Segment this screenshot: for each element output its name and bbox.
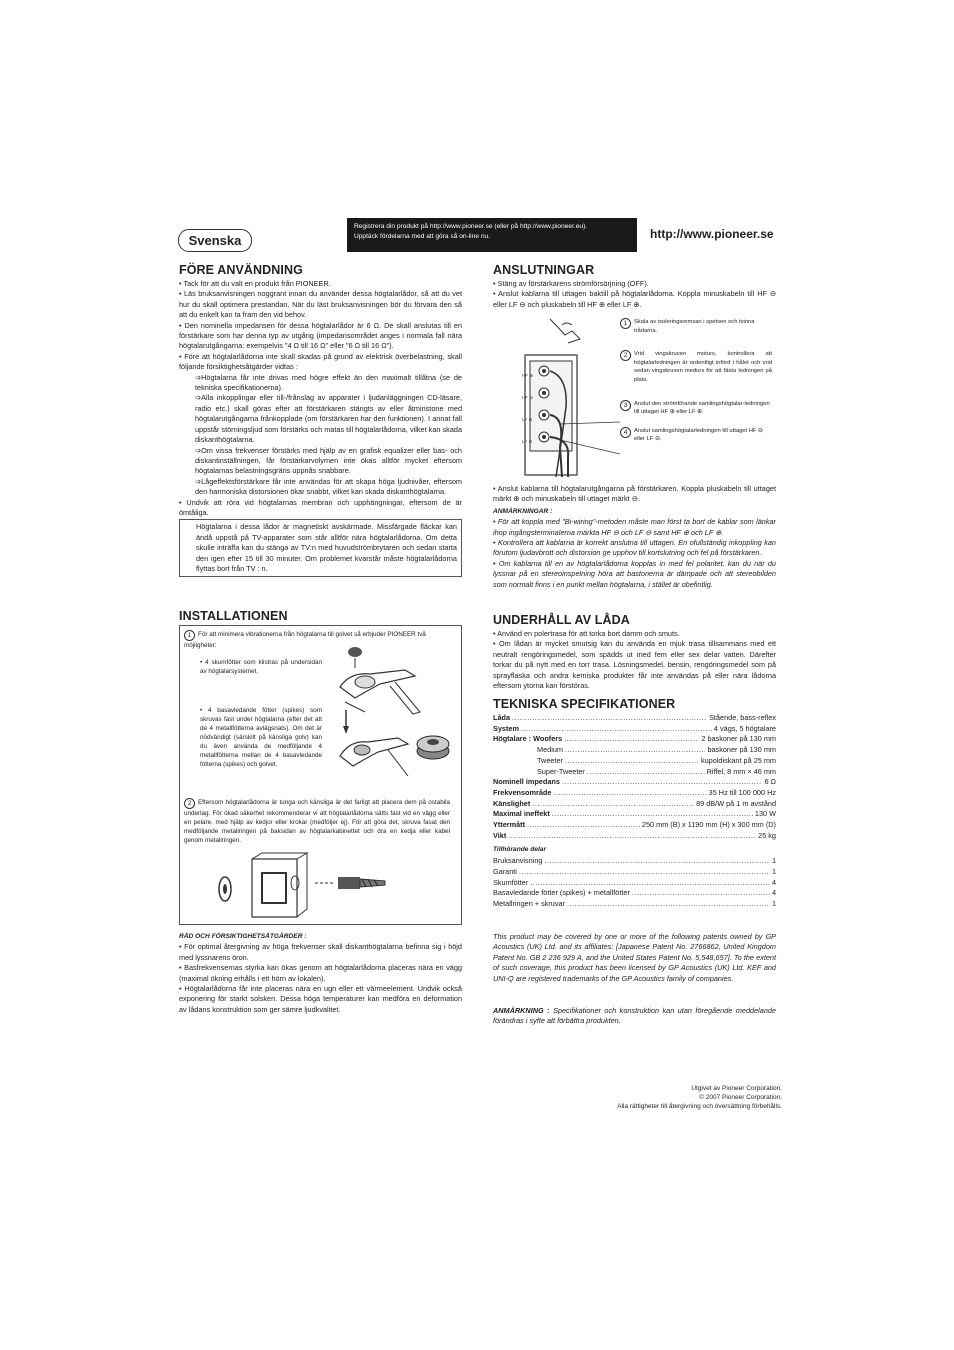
ansl-note-title: ANMÄRKNINGAR : xyxy=(493,507,553,515)
fore-s4: ➩Lågeffektsförstärkare får inte användas för att skapa höga ljudnivåer, eftersom den harmoniska distorsionen ökar snabbt, vilket kan skada diskanthögtalarna. xyxy=(195,476,462,497)
footer-line-1: Utgivet av Pioneer Corporation. xyxy=(691,1085,782,1092)
accessories-table xyxy=(493,845,776,909)
spec-row: Känslighet ..... 89 dB/W på 1 m avstånd xyxy=(493,799,776,810)
section-specs xyxy=(493,697,776,910)
installation-title: INSTALLATIONEN xyxy=(179,609,288,623)
underhall-p2: • Om lådan är mycket smutsig kan du använda en mjuk trasa tillsammans med ett neutralt rengöringsmedel, som spädds ut med fem eller sex delar vatten. Därefter torkar du på nytt med en torr trasa. Lösningsmedel, bensin, rengöringsmedel som på sprayflaska och andra kemiska produkter får inte användas på eller nära lådorna eftersom ytorna kan förstöras. xyxy=(493,639,776,691)
remark-text: Specifikationer och konstruktion kan utan föregående meddelande förändras i syfte att förbättra produkten. xyxy=(493,1006,776,1026)
spec-row: Frekvensområde ..... 35 Hz till 100 000 Hz xyxy=(493,788,776,799)
fore-p3: • Den nominella impedansen för dessa högtalarlådor är 6 Ω. De skall anslutas till en förstärkare som har denna typ av utgång (impedansområdet anges i normala fall nära högtalarutgångarna: exempelvis "4 Ω till 16 Ω" eller "6 Ω till 16 Ω"). xyxy=(179,320,462,351)
spec-row: Tweeter ..... kupoldiskant på 25 mm xyxy=(493,756,776,767)
spike-feet-illustration xyxy=(338,706,458,781)
pioneer-url[interactable]: http://www.pioneer.se xyxy=(650,227,774,241)
spec-row: Vikt ..... 25 kg xyxy=(493,831,776,842)
connection-steps: 1 Skala av isoleringsremsan i spetsen och tvinna trådarna. 2 Vrid vingskruven moturs, kontrollera att högtalarledningen är ordentligt införd i hålet och vrid sedan vingskruven medurs för att fästa ledningen på plats. 3 Anslut den strömförande samlingshögtalar-ledningen till uttaget HF ⊕ eller LF ⊕. 4 Anslut samlingshögtalarledningen till uttaget HF ⊖ eller LF ⊖. xyxy=(620,318,772,444)
advice-3: • Högtalarlådorna får inte placeras nära en ugn eller ett värmeelement. Undvik också exponering för starkt solsken. Dessa höga temperaturer kan medföra en deformation av lådans konstruktion som ger sämre ljudkvalitet. xyxy=(179,984,462,1014)
accessory-row: Skumfötter ..... 4 xyxy=(493,878,776,889)
spec-row: Yttermått ..... 250 mm (B) x 1190 mm (H) x 300 mm (D) xyxy=(493,820,776,831)
spec-row: Medium ..... baskoner på 130 mm xyxy=(493,745,776,756)
ansl-p3: • Anslut kablarna till högtalarutgångarna på förstärkaren. Koppla pluskabeln till uttaget märkt ⊕ och minuskabeln till uttaget märkt ⊖. xyxy=(493,484,776,504)
fore-s3: ➩Om vissa frekvenser förstärks med hjälp av en grafisk equalizer eller bas- och diskantinställningen, får förstärkarvolymen inte ökas alltför mycket eftersom högtalarnas belastningsgräns uppnås snabbare. xyxy=(195,445,462,476)
register-banner xyxy=(347,218,637,252)
section-fore xyxy=(179,263,462,577)
remark xyxy=(493,1006,776,1027)
advice-section xyxy=(179,932,462,1015)
conn-step-4: Anslut samlingshögtalarledningen till uttaget HF ⊖ eller LF ⊖. xyxy=(634,427,763,443)
accessories-title: Tillhörande delar xyxy=(493,846,547,854)
ansl-note-2: • Kontrollera att kablarna är korrekt anslutna till uttagen. En ofullständig inkoppling kan förutom ljudavbrott och distorsion ge upphov till kortslutning och fel på förstärkaren. xyxy=(493,538,776,558)
installation-box xyxy=(179,625,462,925)
terminal-label-3: LF ⊕ xyxy=(522,417,533,422)
anslutningar-title: ANSLUTNINGAR xyxy=(493,263,595,277)
step2-number: 2 xyxy=(184,798,195,809)
terminal-label-2: HF ⊖ xyxy=(522,395,534,400)
accessory-row: Metallringen + skruvar ..... 1 xyxy=(493,899,776,910)
section-anslutningar xyxy=(493,263,776,310)
underhall-p1: • Använd en polertrasa för att torka bort damm och smuts. xyxy=(493,629,680,638)
spec-row: Högtalare : Woofers ..... 2 baskoner på 130 mm xyxy=(493,734,776,745)
spec-row: Super-Tweeter ..... Riffel, 8 mm × 46 mm xyxy=(493,767,776,778)
underhall-title: UNDERHÅLL AV LÅDA xyxy=(493,613,630,627)
footer-line-2: © 2007 Pioneer Corporation. xyxy=(699,1094,782,1101)
remark-label: ANMÄRKNING : xyxy=(493,1006,550,1015)
conn-step-3: Anslut den strömförande samlingshögtalar-ledningen till uttaget HF ⊕ eller LF ⊕. xyxy=(634,400,770,416)
step1-text: För att minimera vibrationerna från högtalarna till golvet så erbjuder PIONEER två möjligheter: xyxy=(184,631,426,649)
opt1-text: • 4 skumfötter som klistras på undersidan av högtalarsystemet. xyxy=(200,659,322,675)
fore-p1: • Tack för att du valt en produkt från PIONEER. xyxy=(179,279,331,288)
ansl-note-3: • Om kablarna till en av högtalarlådorna kopplas in med fel polaritet, kan du när du lyssnar på en stereoinspelning höra att bastonerna är dämpade och att stereobilden som normalt finns i en punkt mellan högtalarna, i stället är obefintlig. xyxy=(493,558,776,589)
spec-row: Nominell impedans ..... 6 Ω xyxy=(493,777,776,788)
footer xyxy=(560,1084,782,1111)
opt2-text: • 4 basavledande fötter (spikes) som skruvas fast under högtalarna (efter det att de 4 metallfötterna avlägsnats). Om det är nödvändigt (särskilt på känsliga golv) kan du även använda de medföljande 4 metallfötterna mellan de 4 basavledande fötterna (spikes) och golvet. xyxy=(200,707,322,768)
register-line-1: Registrera din produkt på http://www.pioneer.se (eller på http://www.pioneer.eu). xyxy=(354,223,588,230)
accessory-row: Bruksanvisning ..... 1 xyxy=(493,856,776,867)
conn-step-1: Skala av isoleringsremsan i spetsen och tvinna trådarna. xyxy=(634,319,755,334)
section-installation xyxy=(179,609,462,623)
terminal-labels xyxy=(522,365,533,453)
step2-text: Eftersom högtalarlådorna är tunga och känsliga är det farligt att placera dem på ostabila underlag. För ökad säkerhet rekommenderar vi att högtalarlådorna sätts fast vid en vägg eller en pelare, med hjälp av kedjor eller krokar (medföljer ej). För att göra det, skruva fasat den medföljande metallringen på baksidan av högtalarkabinettet och dra en kedja eller kabel genom metallringen. xyxy=(184,799,450,844)
spec-row: System ..... 4 vägs, 5 högtalare xyxy=(493,724,776,735)
specs-title: TEKNISKA SPECIFIKATIONER xyxy=(493,697,676,711)
fore-title: FÖRE ANVÄNDNING xyxy=(179,263,303,277)
wall-ring-illustration xyxy=(210,851,410,921)
fore-p4: • Före att högtalarlådorna inte skall skadas på grund av elektrisk överbelastning, skall följande försiktighetsåtgärder vidtas : xyxy=(179,351,462,372)
advice-2: • Basfrekvensernas styrka kan ökas genom att högtalarlådorna placeras nära en vägg (maximal ökning erhålls i ett hörn av lokalen). xyxy=(179,963,462,983)
specs-table xyxy=(493,713,776,841)
step1-number: 1 xyxy=(184,630,195,641)
fore-p2: • Läs bruksanvisningen noggrant innan du använder dessa högtalarlådor, så att du vet hur du skall optimera prestandan. När du läst bruksanvisningen bör du förvara den så att du enkelt kan ta fram den vid behov. xyxy=(179,289,462,320)
section-underhall xyxy=(493,613,776,691)
fore-p5: • Undvik att röra vid högtalarnas membran och upphängningar, eftersom de är ömtåliga. xyxy=(179,497,462,517)
terminal-label-4: LF ⊖ xyxy=(522,439,533,444)
advice-title: RÅD OCH FÖRSIKTIGHETSÅTGÄRDER : xyxy=(179,933,307,940)
ansl-p2: • Anslut kablarna till uttagen baktill på högtalarlådorna. Koppla minuskabeln till HF ⊖ eller LF ⊖ och pluskabeln till HF ⊕ eller LF ⊕. xyxy=(493,289,776,309)
conn-step-2: Vrid vingskruven moturs, kontrollera att högtalarledningen är ordentligt införd i hålet och vrid sedan vingskruven medurs för att fästa ledningen på plats. xyxy=(634,351,772,383)
spec-row: Låda ..... Stående, bass-reflex xyxy=(493,713,776,724)
ansl-note-1: • För att koppla med "Bi-wiring"-metoden måste man först ta bort de kablar som länkar ihop ingångsterminalerna märkta HF ⊖ och LF ⊖ samt HF ⊕ och LF ⊕. xyxy=(493,517,776,537)
magnet-note: Högtalarna i dessa lådor är magnetiskt avskärmade. Missfärgade fläckar kan ändå uppstå på TV-apparater som står alltför nära högtalarlådorna. Om detta skulle inträffa kan du stänga av TV:n med huvudströmbrytaren och sedan starta den igen efter 15 till 30 minuter. Om problemet kvarstår måste högtalarlådorna flyttas bort från TV : n. xyxy=(196,522,457,573)
advice-1: • För optimal återgivning av höga frekvenser skall diskanthögtalarna befinna sig i höjd med lyssnarens öron. xyxy=(179,942,462,962)
accessory-row: Basavledande fötter (spikes) + metallfötter ..... 4 xyxy=(493,888,776,899)
footer-line-3: Alla rättigheter till återgivning och översättning förbehålls. xyxy=(617,1103,782,1110)
fore-s1: ➩Högtalarna får inte drivas med högre effekt än den maximalt tillåtna (se de tekniska specifikationerna). xyxy=(195,372,462,393)
spec-row: Maximal ineffekt ..... 130 W xyxy=(493,809,776,820)
fore-s2: ➩Alla inkopplingar eller till-/frånslag av apparater i ljudanläggningen CD-läsare, radio etc.) skall göras efter att förstärkaren stängts av eller åtminstone med högtalarutgångarna frånkopplade (om förstärkaren har den funktionen). I annat fall uppstår störningsljud som förstärks och matas till högtalarlådorna, vilket kan skada diskanthögtalarna. xyxy=(195,393,462,445)
magnet-note-box xyxy=(179,519,462,577)
register-line-2: Upptäck fördelarna med att göra så on-line nu. xyxy=(354,233,490,240)
language-badge: Svenska xyxy=(178,229,252,252)
callout-lines xyxy=(560,320,622,470)
terminal-label-1: HF ⊕ xyxy=(522,373,534,378)
ansl-p1: • Stäng av förstärkarens strömförsörjning (OFF). xyxy=(493,279,649,288)
patent-notice: This product may be covered by one or more of the following patents owned by GP Acoustics (UK) Ltd. and its affiliates: [Japanese Patent No. 2766862, United Kingdom Patent No. GB 2 236 929 A, and the United States Patent No. 5,548,657]. To the extent of such coverage, this product has been licensed by GP Acoustics (UK) Ltd. KEF and UNI-Q are registered trademarks of the GP Acoustics family of companies. xyxy=(493,932,776,983)
anslutningar-notes xyxy=(493,484,776,590)
accessory-row: Garanti ..... 1 xyxy=(493,867,776,878)
